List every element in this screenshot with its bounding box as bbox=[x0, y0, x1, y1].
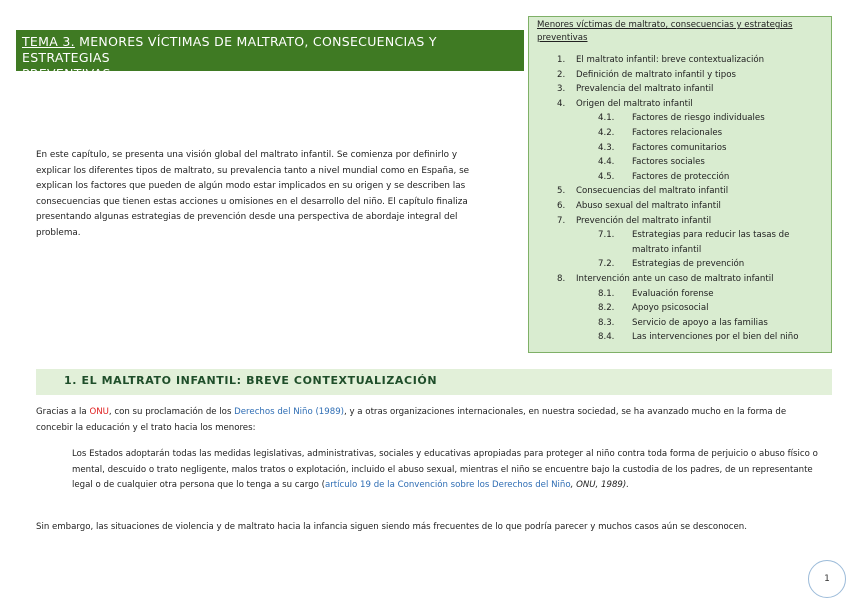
p1-text-b: , con su proclamación de los bbox=[108, 407, 235, 417]
toc-item-label: El maltrato infantil: breve contextualización bbox=[576, 55, 765, 65]
toc-item[interactable] bbox=[537, 170, 823, 185]
toc-item[interactable] bbox=[537, 184, 823, 199]
toc-item-number: 4. bbox=[557, 98, 566, 109]
toc-item[interactable] bbox=[537, 141, 823, 156]
toc-item-number: 4.4. bbox=[598, 157, 615, 168]
toc-item-number: 6. bbox=[557, 200, 566, 211]
section-paragraph-1 bbox=[36, 405, 822, 436]
toc-item-label: Estrategias de prevención bbox=[632, 259, 745, 270]
chapter-title-line1: MENORES VÍCTIMAS DE MALTRATO, CONSECUENCIAS Y ESTRATEGIAS bbox=[22, 34, 437, 65]
toc-item-label: Prevención del maltrato infantil bbox=[576, 215, 712, 226]
table-of-contents bbox=[528, 16, 832, 353]
toc-item-number: 7. bbox=[557, 215, 566, 226]
toc-item[interactable] bbox=[537, 257, 823, 272]
toc-item-number: 8.1. bbox=[598, 288, 615, 299]
toc-item-label: Servicio de apoyo a las familias bbox=[632, 317, 768, 328]
toc-item-label: Factores relacionales bbox=[632, 127, 723, 138]
toc-item-label: Apoyo psicosocial bbox=[632, 303, 709, 314]
articulo-19-link[interactable]: artículo 19 de la Convención sobre los Derechos del Niño bbox=[324, 480, 571, 490]
toc-item[interactable] bbox=[537, 97, 823, 112]
toc-item[interactable] bbox=[537, 111, 823, 126]
derechos-nino-link[interactable]: Derechos del Niño (1989) bbox=[234, 407, 345, 417]
toc-item-number: 1. bbox=[557, 55, 566, 65]
toc-item[interactable] bbox=[537, 301, 823, 316]
toc-title[interactable]: Menores víctimas de maltrato, consecuencias y estrategias preventivas bbox=[537, 20, 793, 43]
toc-item-number: 4.5. bbox=[598, 171, 615, 182]
toc-item[interactable] bbox=[537, 272, 823, 287]
section-paragraph-2: Sin embargo, las situaciones de violencia y de maltrato hacia la infancia siguen siendo más frecuentes de lo que podría parecer y muchos casos aún se desconocen. bbox=[36, 522, 747, 532]
toc-item-number: 4.3. bbox=[598, 142, 615, 153]
toc-item-number: 5. bbox=[557, 186, 566, 197]
toc-item-label: Factores sociales bbox=[632, 157, 705, 168]
toc-item-label: Abuso sexual del maltrato infantil bbox=[576, 200, 721, 211]
toc-item-label: Factores de riesgo individuales bbox=[632, 113, 765, 124]
p1-text-c: , y a otras organizaciones internacionales, en nuestra sociedad, se ha avanzado mucho en la forma de concebir la educación y el trato hacia los menores: bbox=[36, 407, 787, 433]
onu-link[interactable]: ONU bbox=[89, 407, 109, 417]
toc-item-label: Factores comunitarios bbox=[632, 142, 727, 153]
toc-item-label: Definición de maltrato infantil y tipos bbox=[576, 69, 736, 80]
toc-item-label: Las intervenciones por el bien del niño bbox=[632, 332, 799, 343]
chapter-intro: En este capítulo, se presenta una visión global del maltrato infantil. Se comienza por definirlo y explicar los diferentes tipos de maltrato, su prevalencia tanto a nivel mundial como en España, se explican los factores que pueden de algún modo estar implicados en su origen y se describen las consecuencias que tienen estas acciones u omisiones en el desarrollo del niño. El capítulo finaliza presentando algunas estrategias de prevención desde una perspectiva de abordaje integral del problema. bbox=[36, 150, 470, 238]
section-heading: 1. EL MALTRATO INFANTIL: BREVE CONTEXTUALIZACIÓN bbox=[36, 369, 832, 395]
toc-item-number: 8.3. bbox=[598, 317, 615, 328]
chapter-title-bar bbox=[16, 30, 524, 81]
toc-item[interactable] bbox=[537, 53, 823, 68]
toc-item-number: 2. bbox=[557, 69, 566, 80]
toc-item[interactable] bbox=[537, 68, 823, 83]
toc-item[interactable] bbox=[537, 316, 823, 331]
toc-item[interactable] bbox=[537, 199, 823, 214]
toc-item-number: 8.2. bbox=[598, 303, 615, 314]
block-quote bbox=[72, 447, 822, 494]
toc-item-number: 4.1. bbox=[598, 113, 615, 124]
chapter-title-line2: PREVENTIVAS bbox=[22, 66, 111, 81]
toc-item-number: 7.1. bbox=[598, 230, 615, 241]
toc-item-number: 8. bbox=[557, 273, 566, 284]
toc-item-number: 4.2. bbox=[598, 127, 615, 138]
quote-citation: , ONU, 1989). bbox=[570, 480, 629, 490]
toc-item[interactable] bbox=[537, 228, 823, 257]
toc-item-label: Origen del maltrato infantil bbox=[576, 98, 693, 109]
toc-item[interactable] bbox=[537, 287, 823, 302]
toc-item[interactable] bbox=[537, 214, 823, 229]
toc-item-label: Prevalencia del maltrato infantil bbox=[576, 84, 714, 95]
quote-text: Los Estados adoptarán todas las medidas legislativas, administrativas, sociales y educativas apropiadas para proteger al niño contra toda forma de perjuicio o abuso físico o mental, descuido o trato negligente, malos tratos o explotación, incluido el abuso sexual, mientras el niño se encuentre bajo la custodia de los padres, de un representante legal o de cualquier otra persona que lo tenga a su cargo ( bbox=[72, 449, 818, 490]
toc-item-label: Factores de protección bbox=[632, 171, 730, 182]
toc-list bbox=[537, 53, 823, 345]
p1-text-a: Gracias a la bbox=[36, 407, 90, 417]
toc-item-label: Evaluación forense bbox=[632, 288, 714, 299]
toc-item-label: Consecuencias del maltrato infantil bbox=[576, 186, 729, 197]
toc-item[interactable] bbox=[537, 330, 823, 345]
toc-item-number: 3. bbox=[557, 84, 566, 95]
toc-item[interactable] bbox=[537, 126, 823, 141]
toc-item-number: 8.4. bbox=[598, 332, 615, 343]
toc-item-label: Estrategias para reducir las tasas de maltrato infantil bbox=[632, 230, 790, 255]
page-number: 1 bbox=[808, 560, 846, 598]
toc-item-label: Intervención ante un caso de maltrato infantil bbox=[576, 273, 774, 284]
toc-item[interactable] bbox=[537, 155, 823, 170]
toc-item[interactable] bbox=[537, 82, 823, 97]
toc-item-number: 7.2. bbox=[598, 259, 615, 270]
chapter-number: TEMA 3. bbox=[22, 34, 75, 49]
